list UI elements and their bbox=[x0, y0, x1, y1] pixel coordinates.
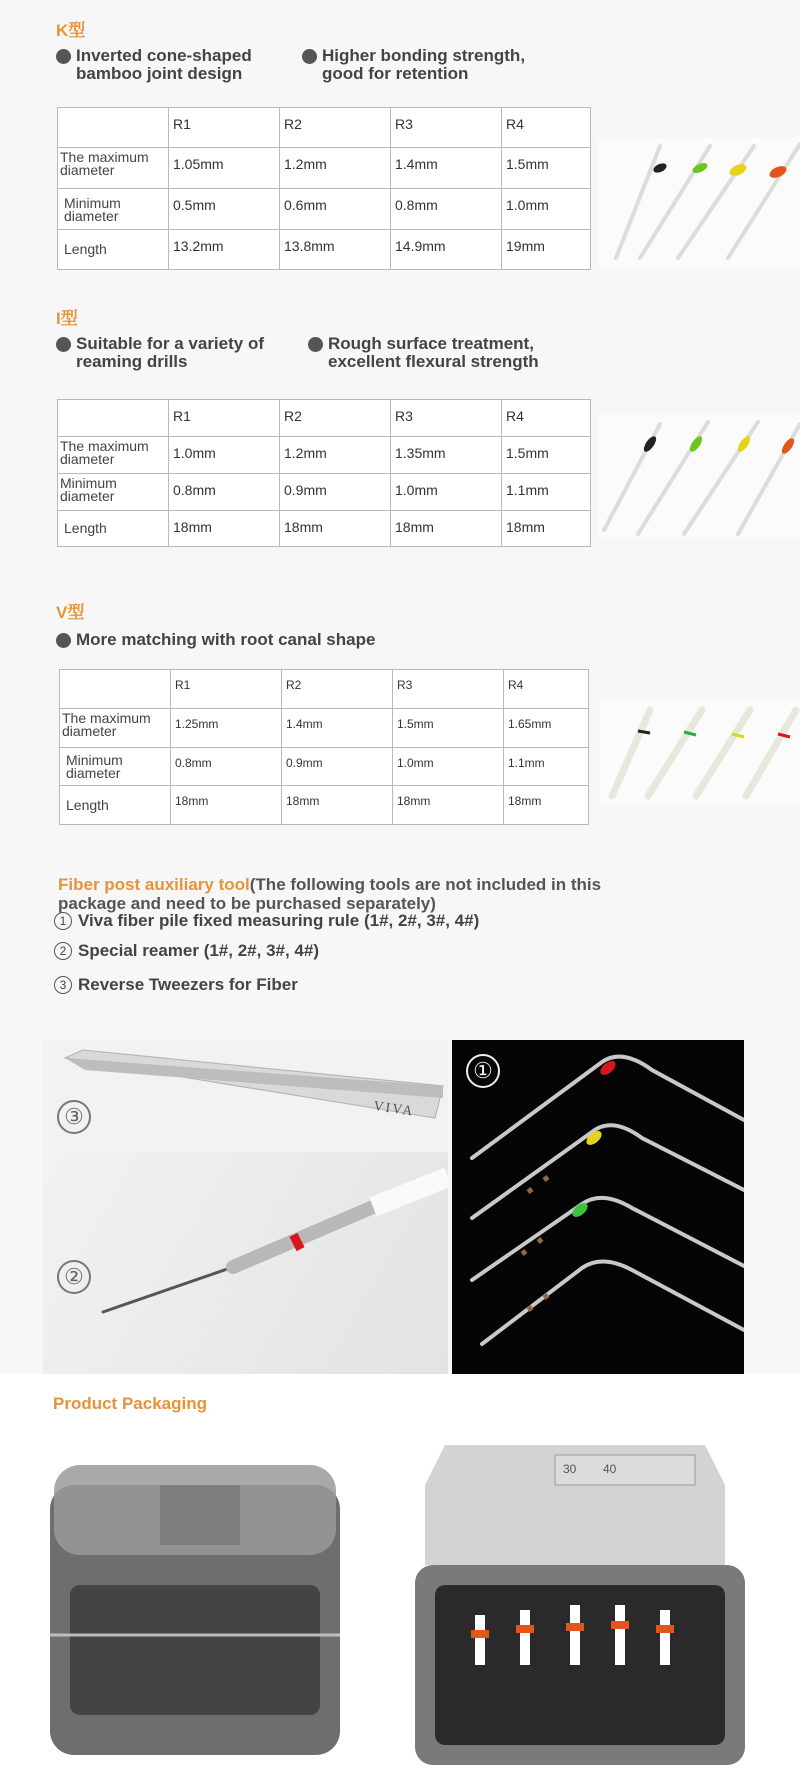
rule-mark bbox=[544, 1177, 548, 1180]
table-cell: 0.6mm bbox=[280, 189, 391, 230]
table-cell: 13.8mm bbox=[280, 230, 391, 270]
bullet-icon bbox=[56, 49, 71, 64]
tool-item-text: Reverse Tweezers for Fiber bbox=[78, 975, 298, 994]
tool-item-1 bbox=[54, 911, 479, 931]
post-ring-orange bbox=[611, 1621, 629, 1629]
v-type-title: V型 bbox=[56, 603, 85, 622]
table-cell: 1.4mm bbox=[282, 709, 393, 748]
i-type-title: I型 bbox=[56, 309, 78, 328]
packaging-title: Product Packaging bbox=[53, 1394, 207, 1413]
rule-shaft bbox=[472, 1125, 744, 1218]
bullet-icon bbox=[308, 337, 323, 352]
table-cell: 1.2mm bbox=[280, 437, 391, 474]
table-cell: 0.5mm bbox=[169, 189, 280, 230]
table-cell: 0.8mm bbox=[391, 189, 502, 230]
k-feature-1-text: Inverted cone-shaped bamboo joint design bbox=[76, 46, 252, 83]
header-cell: R1 bbox=[171, 670, 282, 709]
v-spec-table bbox=[59, 669, 589, 825]
table-row bbox=[58, 189, 591, 230]
k-feature-1 bbox=[56, 47, 252, 83]
rule-shaft bbox=[472, 1198, 744, 1280]
post-shaft bbox=[612, 710, 650, 796]
row-label: Minimum diameter bbox=[60, 748, 171, 786]
row-label: Length bbox=[60, 786, 171, 825]
post-in-box bbox=[570, 1605, 580, 1665]
tweezers-photo bbox=[43, 1040, 448, 1152]
table-row bbox=[60, 748, 589, 786]
post-in-box bbox=[615, 1605, 625, 1665]
table-cell: 1.1mm bbox=[502, 474, 591, 511]
table-cell: 1.0mm bbox=[169, 437, 280, 474]
row-label: The maximum diameter bbox=[58, 148, 169, 189]
circled-number: 3 bbox=[54, 976, 72, 994]
table-cell: 0.8mm bbox=[169, 474, 280, 511]
table-cell: 14.9mm bbox=[391, 230, 502, 270]
header-cell: R2 bbox=[280, 400, 391, 437]
tools-heading-rest: (The following tools are not included in this package and need to be purchased separately) bbox=[58, 875, 602, 913]
row-label: The maximum diameter bbox=[58, 437, 169, 474]
post-ring-orange bbox=[471, 1630, 489, 1638]
reamer-photo bbox=[43, 1152, 448, 1374]
table-cell: 1.1mm bbox=[504, 748, 589, 786]
header-cell bbox=[60, 670, 171, 709]
table-cell: 19mm bbox=[502, 230, 591, 270]
measuring-rule-photo bbox=[452, 1040, 744, 1374]
tool-item-text: Viva fiber pile fixed measuring rule (1#, 2#, 3#, 4#) bbox=[78, 911, 480, 930]
reamer-icon bbox=[43, 1152, 448, 1374]
table-cell: 0.8mm bbox=[171, 748, 282, 786]
post-ring-orange bbox=[516, 1625, 534, 1633]
table-cell: 1.0mm bbox=[502, 189, 591, 230]
post-in-box bbox=[475, 1615, 485, 1665]
photo-label-3: ③ bbox=[57, 1100, 91, 1134]
box-ruler bbox=[160, 1485, 240, 1545]
row-label: Length bbox=[58, 511, 169, 547]
table-header-row bbox=[58, 400, 591, 437]
row-label: Minimum diameter bbox=[58, 189, 169, 230]
table-cell: 18mm bbox=[282, 786, 393, 825]
table-cell: 18mm bbox=[169, 511, 280, 547]
tweezers-icon bbox=[43, 1040, 448, 1152]
k-type-posts-image bbox=[598, 138, 800, 268]
k-spec-table bbox=[57, 107, 591, 270]
post-shaft bbox=[728, 144, 800, 258]
table-header-row bbox=[60, 670, 589, 709]
ruler-mark-40: 40 bbox=[603, 1462, 617, 1476]
table-cell: 1.0mm bbox=[391, 474, 502, 511]
rule-mark bbox=[538, 1239, 542, 1242]
tools-heading bbox=[58, 875, 618, 913]
reamer-tip bbox=[103, 1267, 233, 1312]
tool-item-3 bbox=[54, 975, 298, 995]
i-feature-2-text: Rough surface treatment, excellent flexural strength bbox=[328, 334, 539, 371]
table-cell: 1.35mm bbox=[391, 437, 502, 474]
post-shaft bbox=[678, 146, 754, 258]
header-cell: R4 bbox=[504, 670, 589, 709]
header-cell: R3 bbox=[393, 670, 504, 709]
bullet-icon bbox=[302, 49, 317, 64]
open-box-image bbox=[405, 1425, 750, 1775]
header-cell: R3 bbox=[391, 400, 502, 437]
measuring-rule-icon bbox=[452, 1040, 744, 1374]
tool-item-2 bbox=[54, 941, 319, 961]
table-cell: 1.5mm bbox=[502, 148, 591, 189]
photo-label-1: ① bbox=[466, 1054, 500, 1088]
table-cell: 1.5mm bbox=[393, 709, 504, 748]
tool-item-text: Special reamer (1#, 2#, 3#, 4#) bbox=[78, 941, 319, 960]
header-cell: R4 bbox=[502, 400, 591, 437]
i-spec-table bbox=[57, 399, 591, 547]
header-cell bbox=[58, 108, 169, 148]
row-label: Minimum diameter bbox=[58, 474, 169, 511]
post-ring-yellow bbox=[728, 162, 749, 179]
table-cell: 1.65mm bbox=[504, 709, 589, 748]
photo-label-2: ② bbox=[57, 1260, 91, 1294]
i-feature-1 bbox=[56, 335, 264, 371]
table-row bbox=[58, 148, 591, 189]
row-label: Length bbox=[58, 230, 169, 270]
reamer-shank bbox=[233, 1207, 373, 1267]
table-cell: 1.4mm bbox=[391, 148, 502, 189]
table-cell: 1.2mm bbox=[280, 148, 391, 189]
post-shaft bbox=[616, 146, 660, 258]
post-in-box bbox=[520, 1610, 530, 1665]
rule-mark bbox=[522, 1251, 526, 1254]
table-cell: 13.2mm bbox=[169, 230, 280, 270]
closed-box-image bbox=[40, 1445, 350, 1770]
v-type-posts-image bbox=[600, 700, 800, 804]
v-feature-1-text: More matching with root canal shape bbox=[76, 630, 376, 649]
i-type-posts-image bbox=[598, 414, 800, 538]
header-cell: R3 bbox=[391, 108, 502, 148]
v-feature-1 bbox=[56, 631, 375, 649]
circled-number: 1 bbox=[54, 912, 72, 930]
header-cell: R2 bbox=[280, 108, 391, 148]
table-cell: 18mm bbox=[391, 511, 502, 547]
rule-shaft bbox=[482, 1261, 744, 1344]
table-cell: 1.05mm bbox=[169, 148, 280, 189]
rule-mark bbox=[528, 1307, 532, 1310]
table-cell: 18mm bbox=[504, 786, 589, 825]
rule-mark bbox=[544, 1295, 548, 1298]
header-cell: R1 bbox=[169, 108, 280, 148]
table-cell: 0.9mm bbox=[282, 748, 393, 786]
table-header-row bbox=[58, 108, 591, 148]
table-cell: 18mm bbox=[393, 786, 504, 825]
k-feature-2 bbox=[302, 47, 525, 83]
post-in-box bbox=[660, 1610, 670, 1665]
table-row bbox=[58, 230, 591, 270]
bullet-icon bbox=[56, 337, 71, 352]
header-cell: R4 bbox=[502, 108, 591, 148]
table-row bbox=[60, 786, 589, 825]
post-shaft bbox=[696, 710, 750, 796]
table-cell: 18mm bbox=[280, 511, 391, 547]
header-cell: R1 bbox=[169, 400, 280, 437]
reamer-ring-red bbox=[293, 1240, 301, 1244]
post-shaft bbox=[648, 710, 702, 796]
i-feature-1-text: Suitable for a variety of reaming drills bbox=[76, 334, 264, 371]
table-cell: 1.5mm bbox=[502, 437, 591, 474]
table-row bbox=[58, 474, 591, 511]
row-label: The maximum diameter bbox=[60, 709, 171, 748]
header-cell bbox=[58, 400, 169, 437]
k-feature-2-text: Higher bonding strength, good for retention bbox=[322, 46, 526, 83]
table-cell: 0.9mm bbox=[280, 474, 391, 511]
table-cell: 1.25mm bbox=[171, 709, 282, 748]
circled-number: 2 bbox=[54, 942, 72, 960]
header-cell: R2 bbox=[282, 670, 393, 709]
k-type-title: K型 bbox=[56, 21, 86, 40]
box-window bbox=[70, 1585, 320, 1715]
tweezers-arm bbox=[65, 1058, 443, 1098]
rule-mark bbox=[528, 1189, 532, 1192]
table-cell: 1.0mm bbox=[393, 748, 504, 786]
reamer-handle bbox=[373, 1177, 448, 1207]
bullet-icon bbox=[56, 633, 71, 648]
table-cell: 18mm bbox=[171, 786, 282, 825]
ruler-mark-30: 30 bbox=[563, 1462, 577, 1476]
post-shaft bbox=[746, 710, 796, 796]
tools-heading-orange: Fiber post auxiliary tool bbox=[58, 875, 250, 894]
post-ring-orange bbox=[656, 1625, 674, 1633]
tweezers-brand: VIVA bbox=[372, 1099, 416, 1120]
table-row bbox=[60, 709, 589, 748]
table-cell: 18mm bbox=[502, 511, 591, 547]
table-row bbox=[58, 437, 591, 474]
table-row bbox=[58, 511, 591, 547]
post-ring-black bbox=[638, 731, 650, 733]
i-feature-2 bbox=[308, 335, 539, 371]
post-shaft bbox=[640, 146, 710, 258]
post-ring-orange bbox=[566, 1623, 584, 1631]
